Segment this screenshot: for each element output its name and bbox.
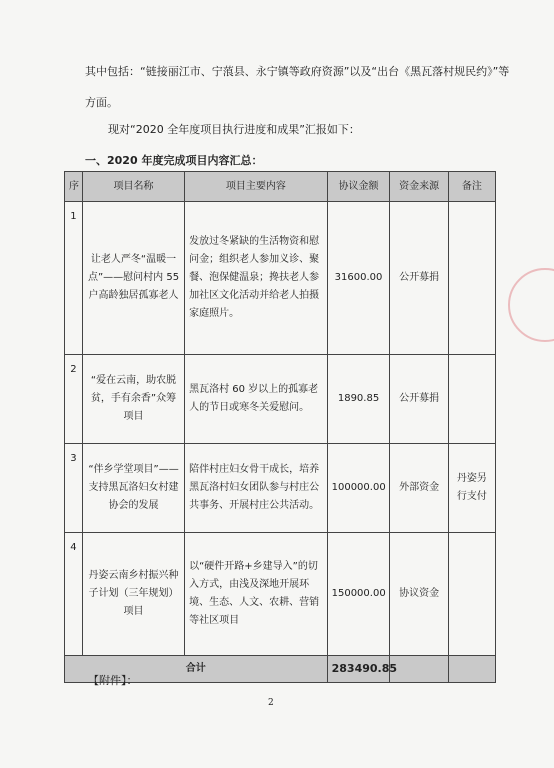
total-amount: 283490.85: [327, 656, 390, 683]
header-content: 项目主要内容: [185, 172, 328, 202]
row-no: 3: [65, 444, 83, 533]
total-label: 合计: [65, 656, 328, 683]
row-note: [448, 355, 495, 444]
row-name: “伴乡学堂项目”——支持黑瓦洛妇女村建协会的发展: [82, 444, 184, 533]
table-header-row: [65, 172, 496, 202]
intro-line-2: 方面。: [85, 96, 118, 109]
table-row: [65, 444, 496, 533]
total-source-empty: [390, 656, 448, 683]
red-seal-stamp: [508, 268, 554, 342]
row-source: 公开募捐: [390, 355, 448, 444]
header-note: 备注: [448, 172, 495, 202]
header-no: 序: [65, 172, 83, 202]
header-name: 项目名称: [82, 172, 184, 202]
row-source: 协议资金: [390, 533, 448, 656]
row-content: 以“硬件开路+乡建导入”的切入方式，由浅及深地开展环境、生态、人文、农耕、营销等社区项目: [185, 533, 328, 656]
page-number: 2: [268, 698, 274, 708]
row-name: 丹姿云南乡村振兴种子计划（三年规划）项目: [82, 533, 184, 656]
section-title: 一、2020 年度完成项目内容汇总：: [85, 154, 263, 167]
table-row: [65, 533, 496, 656]
total-note-empty: [448, 656, 495, 683]
row-content: 黑瓦洛村 60 岁以上的孤寡老人的节日或寒冬关爱慰问。: [185, 355, 328, 444]
intro-line-3: 现对“2020 全年度项目执行进度和成果”汇报如下：: [108, 123, 360, 136]
row-source: 公开募捐: [390, 202, 448, 355]
table-row: [65, 355, 496, 444]
row-amount: 31600.00: [327, 202, 390, 355]
row-amount: 1890.85: [327, 355, 390, 444]
header-amount: 协议金额: [327, 172, 390, 202]
row-content: 发放过冬紧缺的生活物资和慰问金；组织老人参加义诊、聚餐、泡保健温泉；搀扶老人参加社区文化活动并给老人拍摄家庭照片。: [185, 202, 328, 355]
row-no: 4: [65, 533, 83, 656]
row-note: 丹姿另行支付: [448, 444, 495, 533]
row-content: 陪伴村庄妇女骨干成长，培养黑瓦洛村妇女团队参与村庄公共事务、开展村庄公共活动。: [185, 444, 328, 533]
row-no: 1: [65, 202, 83, 355]
row-name: “爱在云南，助农脱贫，手有余香”众筹项目: [82, 355, 184, 444]
row-amount: 150000.00: [327, 533, 390, 656]
row-name: 让老人严冬“温暖一点”——慰问村内 55 户高龄独居孤寡老人: [82, 202, 184, 355]
table-row: [65, 202, 496, 355]
row-no: 2: [65, 355, 83, 444]
row-note: [448, 202, 495, 355]
intro-line-1: 其中包括：“链接丽江市、宁蒗县、永宁镇等政府资源”以及“出台《黑瓦落村规民约》”等: [85, 65, 510, 78]
row-amount: 100000.00: [327, 444, 390, 533]
attachment-label: 【附件】：: [88, 674, 138, 687]
row-source: 外部资金: [390, 444, 448, 533]
row-note: [448, 533, 495, 656]
project-summary-table: [64, 171, 496, 683]
header-source: 资金来源: [390, 172, 448, 202]
